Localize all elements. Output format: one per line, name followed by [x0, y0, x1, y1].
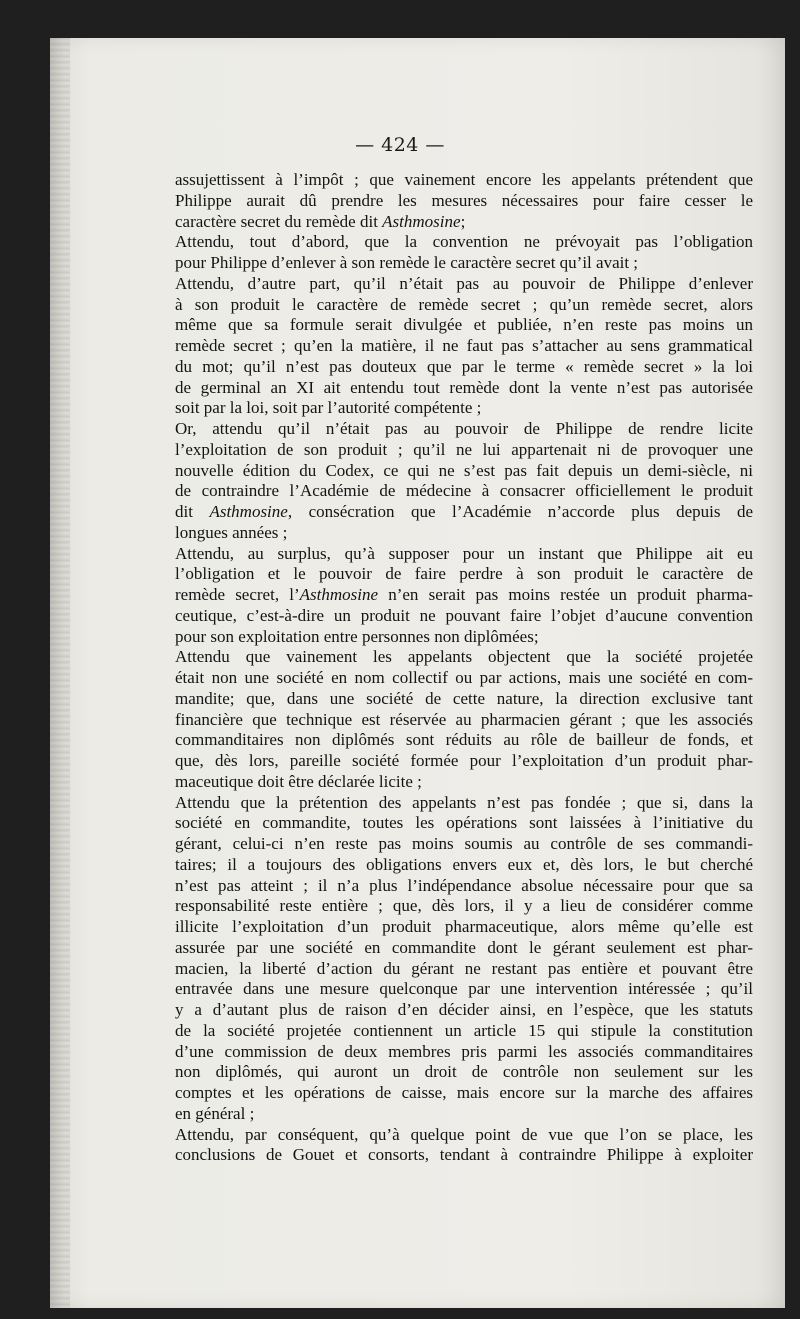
text-line: l’exploitation de son produit ; qu’il ne lui appartenait ni de provoquer une [175, 439, 753, 459]
text-line: Attendu que la prétention des appelants n’est pas fondée ; que si, dans la [175, 792, 753, 812]
text-line: de la société projetée contiennent un article 15 qui stipule la constitution [175, 1020, 753, 1040]
text-line: mandite; que, dans une société de cette nature, la direction exclusive tant [175, 688, 753, 708]
page-number: — 424 — [355, 134, 445, 156]
text-line: Philippe aurait dû prendre les mesures nécessaires pour faire cesser le [175, 190, 753, 210]
text-line: remède secret, l’Asthmosine n’en serait pas moins restée un produit pharma- [175, 585, 754, 604]
text-line: Attendu, au surplus, qu’à supposer pour un instant que Philippe ait eu [175, 543, 753, 563]
text-line: longues années ; [175, 522, 288, 542]
text-line: Attendu, tout d’abord, que la convention ne prévoyait pas l’obligation [175, 232, 753, 252]
text-line: même que sa formule serait divulgée et publiée, n’en reste pas moins un [175, 315, 753, 335]
text-line: Attendu, par conséquent, qu’à quelque point de vue que l’on se place, les [175, 1124, 753, 1144]
text-line: gérant, celui-ci n’en reste pas moins soumis au contrôle de ses commandi- [175, 834, 753, 853]
text-line: pour son exploitation entre personnes non diplômées; [175, 626, 539, 646]
text-line: Attendu, d’autre part, qu’il n’était pas au pouvoir de Philippe d’enlever [175, 273, 753, 293]
text-line: assujettissent à l’impôt ; que vainement encore les appelants prétendent que [175, 170, 753, 189]
text-line: à son produit le caractère de remède secret ; qu’un remède secret, alors [175, 294, 753, 314]
text-line: l’obligation et le pouvoir de faire perdre à son produit le caractère de [175, 564, 753, 584]
text-line: macien, la liberté d’action du gérant ne restant pas entière et pouvant être [175, 958, 753, 978]
text-line: nouvelle édition du Codex, ce qui ne s’est pas fait depuis un demi-siècle, ni [175, 460, 753, 480]
text-line: de contraindre l’Académie de médecine à consacrer officiellement le produit [175, 481, 753, 501]
text-line: non diplômés, qui auront un droit de contrôle non seulement sur les [175, 1062, 753, 1082]
text-line: société en commandite, toutes les opérations sont laissées à l’initiative du [175, 813, 753, 833]
text-line: taires; il a toujours des obligations envers eux et, dès lors, le but cherché [175, 854, 753, 874]
text-line: comptes et les opérations de caisse, mais encore sur la marche des affaires [175, 1083, 753, 1102]
text-line: illicite l’exploitation d’un produit pharmaceutique, alors même qu’elle est [175, 917, 753, 936]
text-line: pour Philippe d’enlever à son remède le caractère secret qu’il avait ; [175, 253, 639, 272]
text-line: commanditaires non diplômés sont réduits au rôle de bailleur de fonds, et [175, 730, 753, 750]
text-line: du mot; qu’il n’est pas douteux que par le terme « remède secret » la loi [175, 356, 753, 376]
text-line: maceutique doit être déclarée licite ; [175, 771, 422, 791]
text-line: remède secret ; qu’en la matière, il ne faut pas s’attacher au sens grammatical [175, 336, 753, 355]
text-line: ceutique, c’est-à-dire un produit ne pouvant faire l’objet d’aucune convention [175, 605, 753, 625]
text-line: dit Asthmosine, consécration que l’Académie n’accorde plus depuis de [175, 502, 753, 521]
text-line: assurée par une société en commandite dont le gérant seulement est phar- [175, 937, 753, 957]
text-line: Attendu que vainement les appelants objectent que la société projetée [175, 647, 753, 667]
text-line: d’une commission de deux membres pris parmi les associés commanditaires [175, 1041, 753, 1061]
text-line: caractère secret du remède dit Asthmosine; [175, 211, 466, 231]
text-line: entravée dans une mesure quelconque par une intervention intéressée ; qu’il [175, 979, 753, 999]
text-line: conclusions de Gouet et consorts, tendant à contraindre Philippe à exploiter [175, 1145, 753, 1165]
text-line: en général ; [175, 1103, 255, 1123]
body-text [175, 170, 753, 1166]
text-line: Or, attendu qu’il n’était pas au pouvoir de Philippe de rendre licite [175, 419, 753, 438]
text-line: de germinal an XI ait entendu tout remède dont la vente n’est pas autorisée [175, 377, 753, 397]
text-line: était non une société en nom collectif ou par actions, mais une société en com- [175, 668, 753, 687]
text-line: responsabilité reste entière ; que, dès lors, il y a lieu de considérer comme [175, 896, 753, 916]
text-line: soit par la loi, soit par l’autorité compétente ; [175, 398, 482, 418]
text-line: financière que technique est réservée au pharmacien gérant ; que les associés [175, 709, 753, 729]
text-line: y a d’autant plus de raison d’en décider ainsi, en l’espèce, que les statuts [175, 1000, 753, 1019]
text-line: n’est pas atteint ; il n’a plus l’indépendance absolue nécessaire pour que sa [175, 875, 753, 895]
text-line: que, dès lors, pareille société formée pour l’exploitation d’un produit phar- [175, 751, 753, 770]
page-binding-edge [50, 38, 70, 1308]
